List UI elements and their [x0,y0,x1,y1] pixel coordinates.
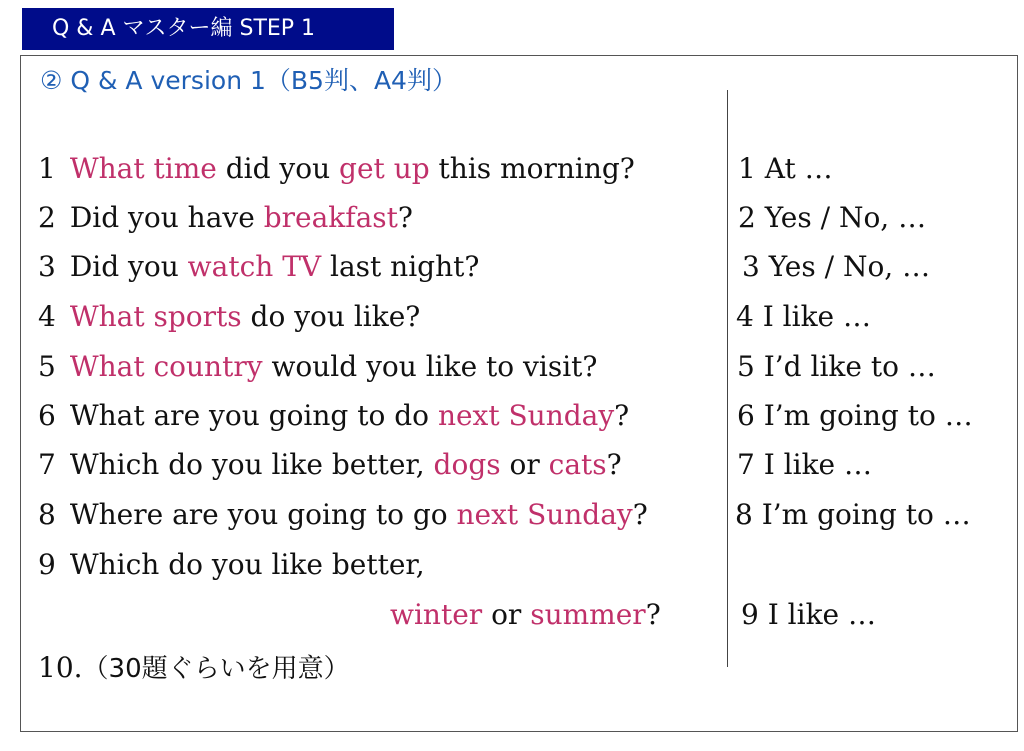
question-line [38,399,629,432]
question-text: or [500,448,549,481]
answer-line: 6 I’m going to … [737,399,973,432]
question-line [38,152,635,185]
question-number: 8 [38,498,56,531]
question-text: would you like to visit? [262,350,598,383]
question-line [38,498,648,531]
column-divider [727,90,728,667]
question-text: Which do you like better, [69,448,434,481]
page-title-banner [22,8,394,50]
question-text: last night? [321,250,480,283]
question-text: Did you [69,250,188,283]
question-line [390,598,661,631]
question-text: Which do you like better, [69,548,425,581]
question-number: 5 [38,350,56,383]
answer-line: 4 I like … [736,300,872,333]
highlighted-phrase: watch TV [187,250,322,283]
answer-line: 8 I’m going to … [735,498,971,531]
section-subtitle: ② Q & A version 1（B5判、A4判） [40,66,457,95]
question-text: ? [645,598,661,631]
answer-line: 7 I like … [737,448,873,481]
highlighted-phrase: What country [69,350,263,383]
highlighted-phrase: winter [390,598,483,631]
question-text: ? [606,448,622,481]
answer-line: 5 I’d like to … [737,350,936,383]
question-number: 1 [38,152,56,185]
highlighted-phrase: summer [530,598,646,631]
question-number: 9 [38,548,56,581]
highlighted-phrase: get up [339,152,430,185]
question-number: 6 [38,399,56,432]
highlighted-phrase: next Sunday [456,498,633,531]
question-text: this morning? [429,152,635,185]
question-line [38,548,425,581]
question-line [38,250,479,283]
question-text: ? [632,498,648,531]
question-line [38,350,597,383]
answer-line: 9 I like … [741,598,877,631]
page-title: Q & A マスター編 STEP 1 [52,16,316,41]
question-line [38,448,622,481]
question-text: ? [614,399,630,432]
question-number: 4 [38,300,56,333]
final-line-prefix: 10. [38,651,83,684]
question-line [38,300,420,333]
answer-line: 1 At … [738,152,833,185]
question-text: ? [397,201,413,234]
highlighted-phrase: next Sunday [437,399,615,432]
answer-line: 3 Yes / No, … [742,250,931,283]
answer-line: 2 Yes / No, … [738,201,927,234]
question-text: Did you have [69,201,264,234]
highlighted-phrase: cats [548,448,607,481]
highlighted-phrase: What sports [69,300,242,333]
final-line-note: （30題ぐらいを用意） [82,654,350,684]
final-line [38,648,350,685]
question-text: Where are you going to go [69,498,457,531]
highlighted-phrase: dogs [433,448,501,481]
question-text: or [482,598,531,631]
question-text: do you like? [241,300,421,333]
question-line [38,201,413,234]
question-number: 7 [38,448,56,481]
question-number: 2 [38,201,56,234]
highlighted-phrase: What time [69,152,217,185]
highlighted-phrase: breakfast [263,201,398,234]
question-text: did you [216,152,340,185]
question-number: 3 [38,250,56,283]
question-text: What are you going to do [69,399,438,432]
